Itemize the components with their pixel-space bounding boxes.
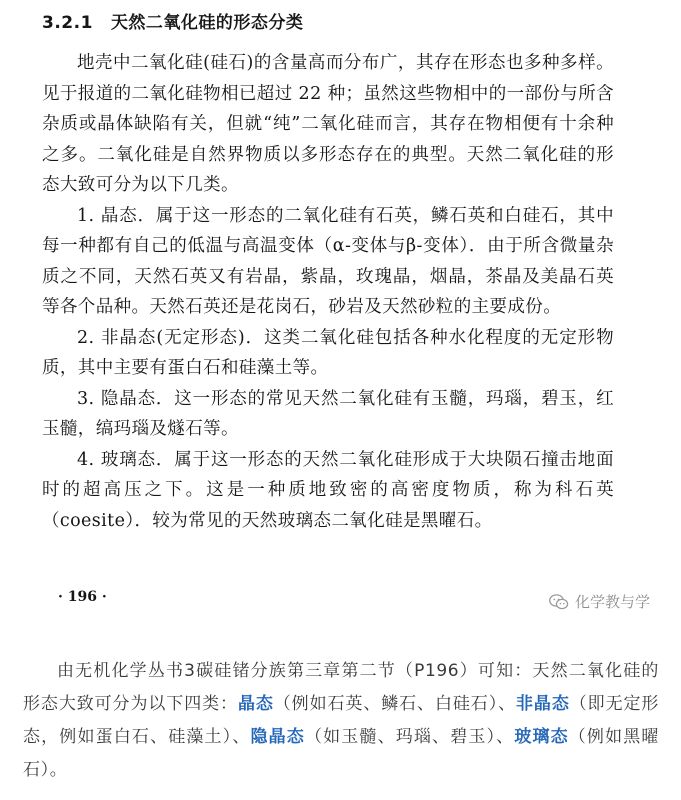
caption-desc-glassy: （例如黑曜石）。 [23, 727, 659, 780]
section-heading [42, 8, 303, 33]
paragraph-glassy: 4. 玻璃态．属于这一形态的天然二氧化硅形成于大块陨石撞击地面时的超高压之下。这是一种质地致密的高密度物质，称为科石英（coesite）．较为常见的天然玻璃态二氧化硅是黑曜石。 [42, 449, 614, 531]
watermark-text: 化学教与学 [574, 593, 650, 611]
article-caption [23, 655, 659, 787]
watermark [549, 591, 650, 612]
paragraph-crystalline: 1. 晶态．属于这一形态的二氧化硅有石英，鳞石英和白硅石，其中每一种都有自己的低温与高温变体（α-变体与β-变体）．由于所含微量杂质之不同，天然石英又有岩晶，紫晶，玫瑰晶，烟晶，茶晶及美晶石英等各个品种。天然石英还是花岗石，砂岩及天然砂粒的主要成份。 [42, 205, 614, 317]
paragraph-cryptocrystalline: 3. 隐晶态．这一形态的常见天然二氧化硅有玉髓，玛瑙，碧玉，红玉髓，缟玛瑙及燧石等。 [42, 388, 614, 439]
caption-desc-cryptocrystalline: （如玉髓、玛瑙、碧玉）、 [304, 727, 515, 747]
caption-desc-crystalline: （例如石英、鳞石、白硅石）、 [273, 694, 517, 714]
wechat-icon [549, 594, 569, 610]
caption-desc-amorphous: （即无定形态，例如蛋白石、硅藻土）、 [23, 694, 659, 747]
paragraph-amorphous: 2. 非晶态(无定形态)．这类二氧化硅包括各种水化程度的无定形物质，其中主要有蛋白石和硅藻土等。 [42, 327, 614, 378]
paragraph-intro: 地壳中二氧化硅(硅石)的含量高而分布广，其存在形态也多种多样。见于报道的二氧化硅物相已超过 22 种；虽然这些物相中的一部份与所含杂质或晶体缺陷有关，但就“纯”二氧化硅而言，其存在物相便有十余种之多。二氧化硅是自然界物质以多形态存在的典型。天然二氧化硅的形态大致可分为以下几类。 [42, 53, 614, 195]
book-body [42, 48, 614, 536]
section-title: 天然二氧化硅的形态分类 [110, 13, 304, 33]
highlight-amorphous: 非晶态 [516, 694, 570, 714]
highlight-cryptocrystalline: 隐晶态 [250, 727, 305, 747]
section-number: 3.2.1 [42, 13, 93, 33]
caption-intro: 由无机化学丛书3碳硅锗分族第三章第二节（P196）可知：天然二氧化硅的形态大致可分为以下四类： [23, 661, 659, 714]
page-number: · 196 · [58, 589, 107, 605]
highlight-glassy: 玻璃态 [514, 727, 569, 747]
highlight-crystalline: 晶态 [237, 694, 274, 714]
